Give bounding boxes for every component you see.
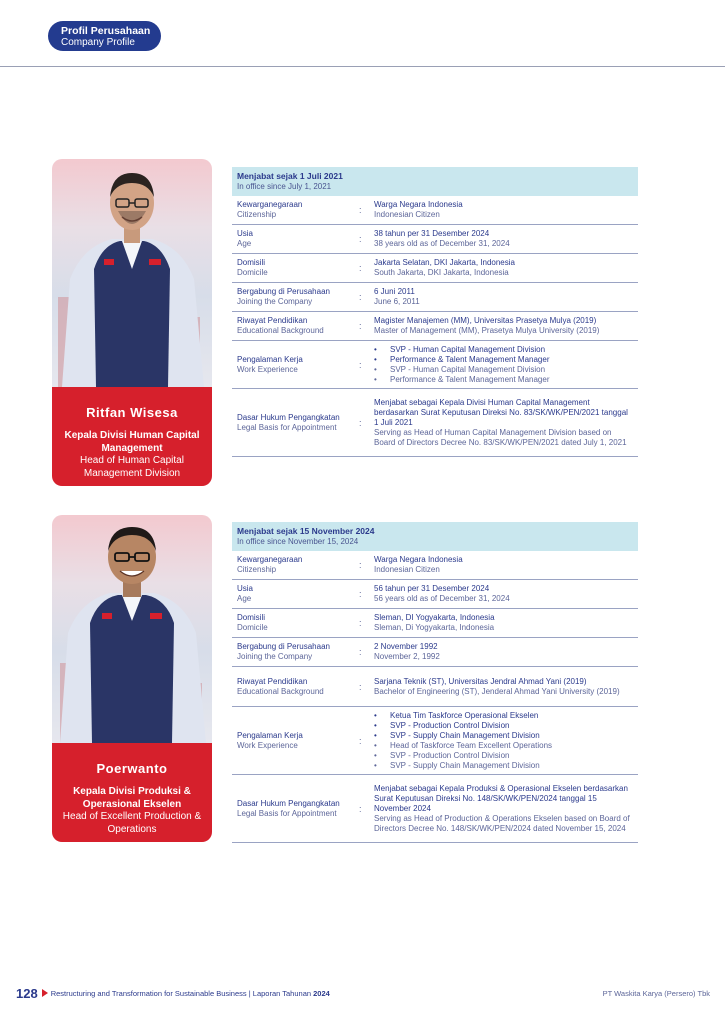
row-colon: :	[359, 205, 362, 215]
row-label-id: Domisili	[237, 258, 265, 267]
list-item: • SVP - Production Control Division	[374, 721, 632, 731]
row-value-en: November 2, 1992	[374, 652, 440, 661]
footer-separator: |	[248, 988, 251, 998]
report-label: Laporan Tahunan	[252, 988, 312, 998]
section-title-en: Company Profile	[61, 37, 135, 48]
row-label-en: Age	[237, 239, 252, 248]
list-item: • SVP - Supply Chain Management Division	[374, 731, 632, 741]
table-row	[232, 225, 638, 254]
experience-list	[374, 345, 632, 385]
list-item: • Ketua Tim Taskforce Operasional Ekselen	[374, 711, 632, 721]
row-value-id: Warga Negara Indonesia	[374, 555, 463, 564]
row-label-id: Pengalaman Kerja	[237, 354, 303, 364]
profile-info-table-1	[232, 167, 638, 457]
row-label-en: Joining the Company	[237, 652, 313, 661]
row-colon: :	[359, 647, 362, 657]
profile-card-1	[52, 159, 212, 486]
row-label-id: Riwayat Pendidikan	[237, 676, 308, 686]
row-value-id: 56 tahun per 31 Desember 2024	[374, 584, 490, 593]
row-label-en: Educational Background	[237, 686, 324, 696]
row-value-id: Jakarta Selatan, DKI Jakarta, Indonesia	[374, 258, 515, 267]
row-value-id: 2 November 1992	[374, 642, 438, 651]
table-row	[232, 707, 638, 775]
profile-photo-2	[52, 515, 212, 743]
portrait-illustration-2	[52, 515, 212, 743]
table-row	[232, 551, 638, 580]
row-value-id: Sarjana Teknik (ST), Universitas Jendral Ahmad Yani (2019)	[374, 676, 587, 686]
row-label-id: Dasar Hukum Pengangkatan	[237, 798, 340, 808]
row-colon: :	[359, 735, 362, 746]
row-value-id: Sleman, DI Yogyakarta, Indonesia	[374, 613, 495, 622]
office-since-en-2: In office since November 15, 2024	[237, 537, 359, 546]
profile-namecard-1	[52, 387, 212, 486]
list-item: • SVP - Production Control Division	[374, 751, 632, 761]
row-label-id: Usia	[237, 584, 254, 593]
row-value-en: Indonesian Citizen	[374, 565, 440, 574]
profile-position-id-1: Kepala Divisi Human Capital Management	[64, 430, 200, 454]
row-label-en: Domicile	[237, 268, 268, 277]
office-since-band-2	[232, 522, 638, 551]
row-label-id: Kewarganegaraan	[237, 555, 303, 564]
row-value-id: 38 tahun per 31 Desember 2024	[374, 229, 490, 238]
row-colon: :	[359, 803, 362, 814]
profile-card-2	[52, 515, 212, 842]
table-row	[232, 775, 638, 843]
portrait-illustration-1	[52, 159, 212, 387]
list-item: • Performance & Talent Management Manager	[374, 375, 632, 385]
profile-info-table-2	[232, 522, 638, 843]
table-row	[232, 667, 638, 707]
row-value-en: South Jakarta, DKI Jakarta, Indonesia	[374, 268, 509, 277]
table-row	[232, 389, 638, 457]
profile-position-id-2: Kepala Divisi Produksi & Operasional Ekselen	[73, 786, 191, 810]
row-label-id: Usia	[237, 229, 254, 238]
row-label-en: Legal Basis for Appointment	[237, 422, 337, 432]
row-label-en: Work Experience	[237, 740, 298, 750]
row-value-en: 38 years old as of December 31, 2024	[374, 239, 510, 248]
row-label-id: Domisili	[237, 613, 265, 622]
row-label-id: Kewarganegaraan	[237, 200, 303, 209]
company-name: PT Waskita Karya (Persero) Tbk	[602, 988, 710, 998]
table-row	[232, 580, 638, 609]
row-value-en: Master of Management (MM), Prasetya Mulya University (2019)	[374, 326, 600, 335]
table-row	[232, 638, 638, 667]
table-row	[232, 283, 638, 312]
row-label-id: Bergabung di Perusahaan	[237, 287, 330, 296]
row-value-id: Menjabat sebagai Kepala Divisi Human Capital Management berdasarkan Surat Keputusan Direksi No. 83/SK/WK/PEN/2021 tanggal 1 Juli 2021	[374, 397, 628, 427]
row-label-en: Age	[237, 594, 252, 603]
row-label-en: Citizenship	[237, 565, 277, 574]
row-value-en: Serving as Head of Production & Operations Ekselen based on Board of Directors Decree No. 148/SK/WK/PEN/2024 dated November 15, 2024	[374, 813, 630, 833]
table-row	[232, 254, 638, 283]
row-label-en: Legal Basis for Appointment	[237, 808, 337, 818]
row-label-id: Bergabung di Perusahaan	[237, 642, 330, 651]
office-since-en-1: In office since July 1, 2021	[237, 182, 332, 191]
row-value-id: Warga Negara Indonesia	[374, 200, 463, 209]
experience-list	[374, 711, 632, 771]
report-title-text: Restructuring and Transformation for Sustainable Business	[50, 988, 247, 998]
row-label-en: Educational Background	[237, 326, 324, 335]
page-number: 128	[16, 985, 38, 1001]
section-title-id: Profil Perusahaan	[61, 25, 151, 37]
row-value-en: Sleman, Di Yogyakarta, Indonesia	[374, 623, 495, 632]
profile-photo-1	[52, 159, 212, 387]
row-colon: :	[359, 292, 362, 302]
row-label-en: Joining the Company	[237, 297, 313, 306]
list-item: • SVP - Human Capital Management Division	[374, 345, 632, 355]
row-label-id: Pengalaman Kerja	[237, 730, 303, 740]
profile-name-2: Poerwanto	[96, 761, 168, 776]
table-row	[232, 196, 638, 225]
row-colon: :	[359, 681, 362, 692]
row-value-en: Bachelor of Engineering (ST), Jenderal Ahmad Yani University (2019)	[374, 686, 620, 696]
list-item: • Head of Taskforce Team Excellent Operations	[374, 741, 632, 751]
row-colon: :	[359, 263, 362, 273]
table-row	[232, 312, 638, 341]
row-value-id: 6 Juni 2011	[374, 287, 415, 296]
profile-position-en-1: Head of Human Capital Management Division	[80, 455, 184, 479]
row-label-en: Domicile	[237, 623, 268, 632]
row-colon: :	[359, 417, 362, 428]
row-value-en: Indonesian Citizen	[374, 210, 440, 219]
row-value-en: June 6, 2011	[374, 297, 420, 306]
section-tag	[48, 21, 161, 51]
profile-namecard-2	[52, 743, 212, 842]
page-footer	[16, 985, 710, 1001]
header-divider	[0, 66, 725, 67]
row-label-id: Dasar Hukum Pengangkatan	[237, 412, 340, 422]
row-colon: :	[359, 618, 362, 628]
triangle-marker-icon	[42, 989, 48, 997]
office-since-id-2: Menjabat sejak 15 November 2024	[237, 526, 375, 536]
row-label-en: Work Experience	[237, 364, 298, 374]
row-value-id: Magister Manajemen (MM), Universitas Prasetya Mulya (2019)	[374, 316, 597, 325]
report-year: 2024	[313, 988, 330, 998]
office-since-band-1	[232, 167, 638, 196]
profile-name-1: Ritfan Wisesa	[86, 405, 178, 420]
profile-position-en-2: Head of Excellent Production & Operations	[62, 811, 202, 835]
table-row	[232, 341, 638, 389]
report-title	[51, 989, 330, 998]
row-label-en: Citizenship	[237, 210, 277, 219]
row-colon: :	[359, 234, 362, 244]
list-item: • SVP - Supply Chain Management Division	[374, 761, 632, 771]
row-colon: :	[359, 560, 362, 570]
table-row	[232, 609, 638, 638]
row-colon: :	[359, 359, 362, 370]
row-colon: :	[359, 589, 362, 599]
row-colon: :	[359, 321, 362, 331]
list-item: • Performance & Talent Management Manager	[374, 355, 632, 365]
list-item: • SVP - Human Capital Management Division	[374, 365, 632, 375]
row-value-id: Menjabat sebagai Kepala Produksi & Operasional Ekselen berdasarkan Surat Keputusan Direksi No. 148/SK/WK/PEN/2024 tanggal 15 November 2024	[374, 783, 628, 813]
row-value-en: Serving as Head of Human Capital Management Division based on Board of Directors Decree No. 83/SK/WK/PEN/2021 dated July 1, 2021	[374, 427, 627, 447]
office-since-id-1: Menjabat sejak 1 Juli 2021	[237, 171, 343, 181]
row-label-id: Riwayat Pendidikan	[237, 316, 308, 325]
row-value-en: 56 years old as of December 31, 2024	[374, 594, 510, 603]
